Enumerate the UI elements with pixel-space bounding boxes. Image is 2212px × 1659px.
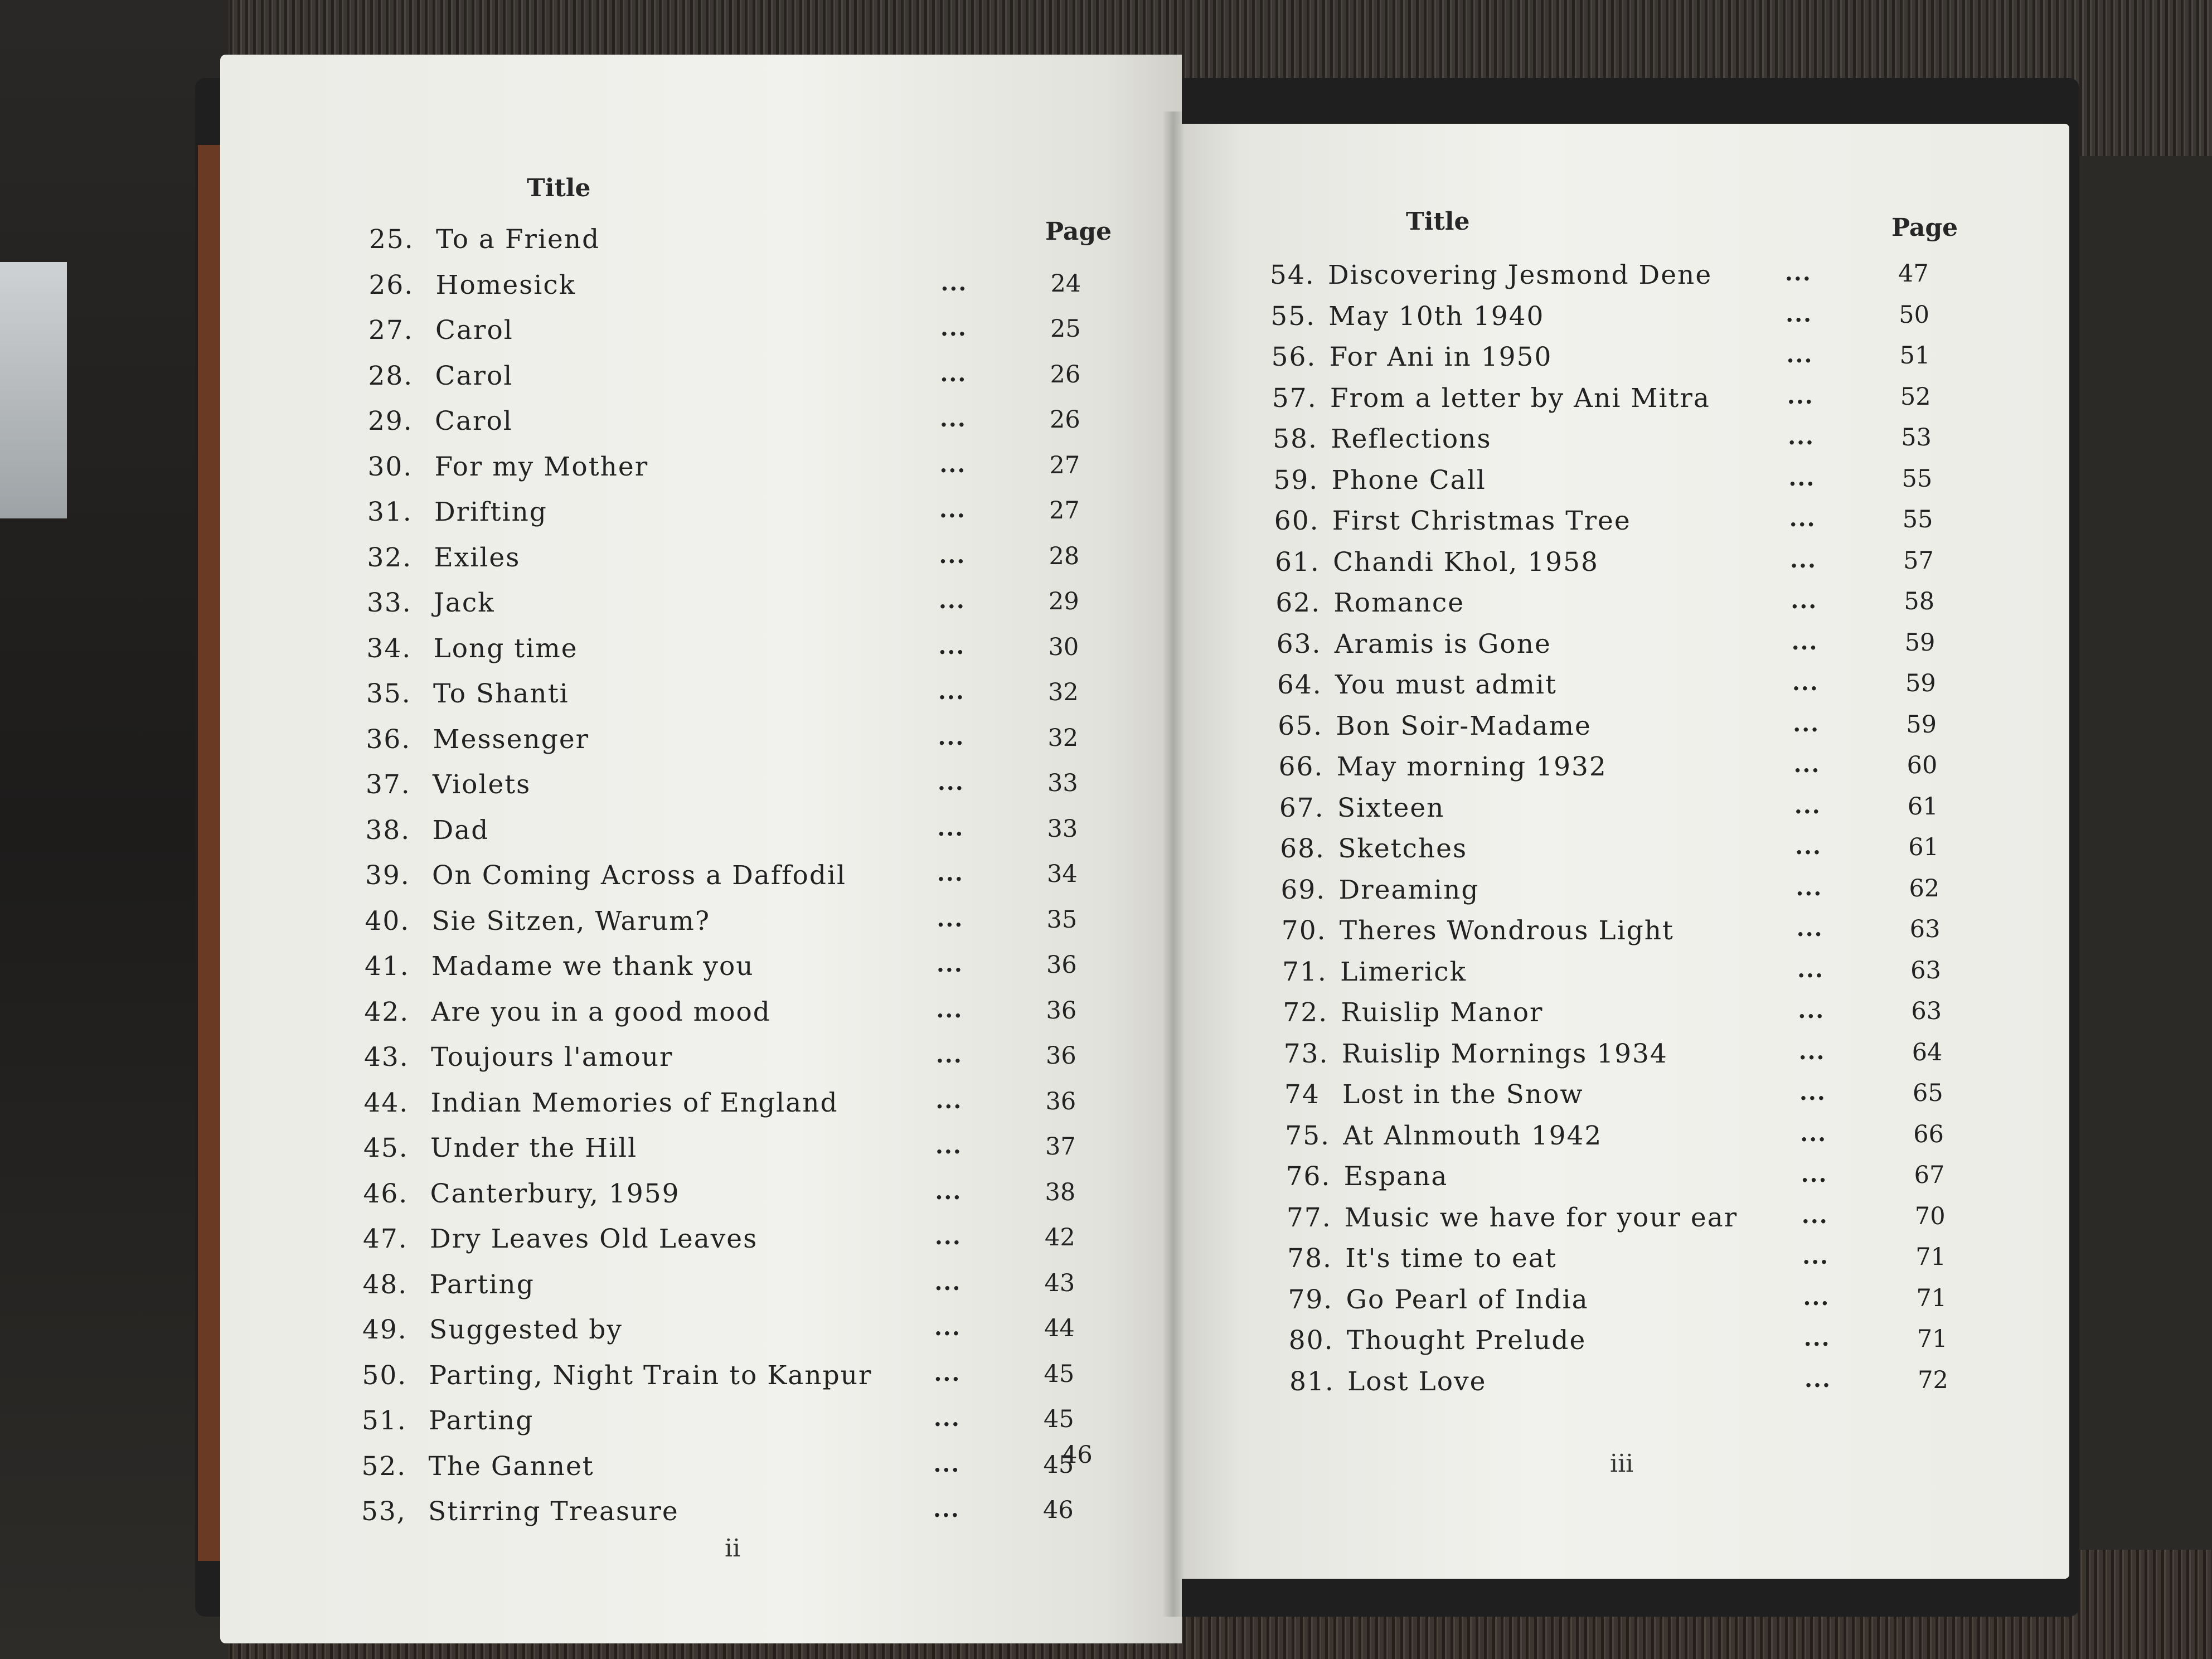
entry-leader-dots: ...	[937, 951, 963, 977]
entry-leader-dots: ...	[1792, 670, 1819, 696]
left-page-number: ii	[725, 1534, 741, 1563]
entry-leader-dots: ...	[939, 497, 966, 523]
entry-page-number: 62	[1909, 874, 1940, 903]
entry-leader-dots: ...	[935, 1087, 963, 1114]
entry-leader-dots: ...	[937, 860, 964, 886]
entry-title: Sixteen	[1337, 792, 1445, 823]
entry-leader-dots: ...	[1800, 1120, 1827, 1147]
entry-page-number: 36	[1045, 1087, 1076, 1115]
entry-number: 36.	[366, 724, 411, 755]
entry-leader-dots: ...	[935, 1224, 962, 1250]
entry-leader-dots: ...	[939, 451, 967, 478]
entry-number: 60.	[1274, 506, 1320, 536]
entry-number: 78.	[1287, 1243, 1332, 1274]
right-page-number: iii	[1610, 1449, 1634, 1478]
entry-title: Espana	[1343, 1161, 1448, 1192]
entry-number: 48.	[362, 1269, 408, 1300]
entry-leader-dots: ...	[1793, 751, 1821, 778]
entry-number: 29.	[368, 406, 413, 436]
entry-page-number: 59	[1904, 628, 1936, 657]
entry-title: Under the Hill	[430, 1133, 638, 1163]
entry-title: Sie Sitzen, Warum?	[431, 905, 711, 937]
entry-page-number: 32	[1047, 724, 1079, 752]
entry-title: First Christmas Tree	[1332, 506, 1631, 536]
entry-leader-dots: ...	[1788, 464, 1816, 491]
entry-number: 38.	[365, 814, 411, 846]
entry-leader-dots: ...	[1803, 1284, 1830, 1311]
entry-title: Phone Call	[1331, 464, 1486, 496]
entry-leader-dots: ...	[938, 633, 966, 659]
entry-number: 33.	[367, 588, 412, 618]
entry-title: Jack	[434, 588, 495, 618]
entry-leader-dots: ...	[1785, 260, 1812, 286]
entry-page-number: 55	[1902, 506, 1933, 533]
entry-number: 69.	[1280, 874, 1326, 905]
entry-number: 54.	[1270, 260, 1315, 290]
entry-page-number: 25	[1050, 315, 1081, 343]
entry-page-number: 60	[1907, 751, 1938, 779]
entry-leader-dots: ...	[1787, 382, 1814, 409]
entry-leader-dots: ...	[1801, 1161, 1828, 1187]
entry-page-number: 53	[1901, 424, 1932, 452]
entry-leader-dots: ...	[936, 1042, 963, 1068]
entry-page-number: 43	[1044, 1269, 1075, 1297]
background-window-light	[0, 262, 67, 518]
entry-leader-dots: ...	[933, 1496, 960, 1522]
entry-page-number: 36	[1046, 1042, 1076, 1070]
entry-leader-dots: ...	[939, 542, 966, 569]
entry-title: Carol	[435, 315, 513, 346]
entry-title: On Coming Across a Daffodil	[432, 860, 847, 891]
entry-leader-dots: ...	[1786, 300, 1813, 327]
entry-page-number: 71	[1916, 1284, 1947, 1312]
entry-page-number: 32	[1048, 678, 1079, 706]
entry-page-number: 34	[1047, 860, 1078, 888]
entry-number: 49.	[362, 1314, 408, 1345]
entry-title: Drifting	[434, 497, 547, 527]
entry-page-number: 27	[1049, 451, 1080, 479]
entry-title: Music we have for your ear	[1344, 1202, 1738, 1233]
entry-title: Bon Soir-Madame	[1336, 710, 1592, 741]
entry-page-number: 52	[1900, 382, 1931, 411]
entry-number: 39.	[365, 860, 410, 891]
entry-page-number: 36	[1046, 951, 1077, 979]
entry-title: At Alnmouth 1942	[1343, 1120, 1603, 1151]
entry-title: May 10th 1940	[1328, 300, 1545, 332]
entry-title: Suggested by	[429, 1314, 623, 1345]
entry-leader-dots: ...	[1793, 710, 1820, 737]
entry-number: 53,	[361, 1496, 406, 1527]
entry-page-number: 33	[1047, 814, 1078, 843]
entry-title: For my Mother	[434, 451, 649, 482]
entry-leader-dots: ...	[938, 769, 964, 795]
entry-number: 31.	[367, 497, 413, 527]
entry-title: Dreaming	[1338, 874, 1479, 905]
entry-page-number: 55	[1901, 464, 1933, 493]
right-title-header: Title	[1406, 207, 1470, 236]
entry-title: Carol	[435, 360, 513, 391]
entry-page-number: 27	[1049, 497, 1080, 525]
entry-number: 63.	[1276, 628, 1322, 659]
entry-leader-dots: ...	[938, 724, 965, 750]
left-page-header: Page	[1045, 217, 1112, 246]
entry-title: Dad	[432, 814, 489, 846]
entry-number: 79.	[1288, 1284, 1333, 1315]
entry-title: Chandi Khol, 1958	[1333, 546, 1599, 578]
entry-leader-dots: ...	[940, 406, 967, 432]
entry-number: 75.	[1285, 1120, 1331, 1151]
book-cover-edge	[198, 145, 220, 1561]
entry-number: 27.	[368, 315, 414, 346]
entry-number: 42.	[364, 996, 410, 1027]
entry-page-number: 65	[1913, 1079, 1943, 1107]
book-gutter	[1162, 111, 1185, 1617]
entry-title: Homesick	[435, 269, 576, 300]
entry-title: Parting	[429, 1269, 535, 1300]
entry-title: May morning 1932	[1336, 751, 1607, 782]
entry-page-number: 30	[1048, 633, 1079, 661]
entry-number: 55.	[1270, 300, 1316, 332]
entry-number: 72.	[1283, 997, 1328, 1028]
entry-title: Sketches	[1338, 833, 1468, 864]
entry-title: Parting, Night Train to Kanpur	[429, 1360, 872, 1391]
entry-title: Theres Wondrous Light	[1339, 915, 1674, 946]
entry-leader-dots: ...	[1801, 1202, 1828, 1229]
entry-title: Toujours l'amour	[431, 1042, 673, 1073]
entry-leader-dots: ...	[940, 315, 967, 341]
right-page-header: Page	[1891, 214, 1958, 242]
entry-leader-dots: ...	[934, 1269, 962, 1296]
entry-number: 34.	[366, 633, 412, 664]
entry-number: 74	[1284, 1079, 1320, 1110]
entry-page-number: 29	[1049, 588, 1079, 615]
entry-page-number: 66	[1913, 1120, 1944, 1148]
entry-title: Stirring Treasure	[428, 1496, 679, 1527]
entry-title: From a letter by Ani Mitra	[1330, 382, 1710, 414]
entry-page-number: 26	[1050, 406, 1080, 434]
entry-number: 30.	[367, 451, 413, 482]
entry-number: 37.	[366, 769, 411, 800]
entry-title: Dry Leaves Old Leaves	[430, 1224, 758, 1254]
entry-leader-dots: ...	[1786, 342, 1813, 368]
entry-leader-dots: ...	[940, 360, 967, 387]
entry-leader-dots: ...	[934, 1314, 961, 1341]
entry-number: 26.	[368, 269, 414, 300]
entry-number: 47.	[363, 1224, 408, 1254]
entry-title: The Gannet	[428, 1451, 594, 1482]
entry-leader-dots: ...	[1797, 956, 1824, 983]
entry-leader-dots: ...	[1788, 424, 1815, 450]
entry-leader-dots: ...	[1789, 506, 1816, 532]
entry-title: Long time	[433, 633, 578, 664]
entry-page-number: 24	[1050, 269, 1081, 298]
entry-leader-dots: ...	[1799, 1079, 1826, 1105]
entry-number: 67.	[1279, 792, 1325, 823]
entry-title: Exiles	[434, 542, 521, 573]
entry-number: 58.	[1273, 424, 1318, 454]
entry-title: Lost in the Snow	[1342, 1079, 1584, 1110]
entry-title: Ruislip Mornings 1934	[1341, 1038, 1668, 1069]
entry-leader-dots: ...	[1791, 588, 1818, 614]
entry-leader-dots: ...	[933, 1451, 961, 1477]
entry-number: 70.	[1281, 915, 1327, 946]
entry-title: Lost Love	[1347, 1366, 1487, 1397]
entry-page-number: 59	[1906, 710, 1937, 739]
entry-number: 46.	[363, 1178, 409, 1209]
table-surface-left	[0, 0, 229, 1659]
entry-title: Discovering Jesmond Dene	[1328, 260, 1713, 290]
entry-leader-dots: ...	[1798, 997, 1825, 1023]
entry-number: 56.	[1271, 342, 1317, 372]
entry-number: 71.	[1282, 956, 1327, 987]
entry-page-number: 61	[1908, 833, 1939, 861]
entry-leader-dots: ...	[1791, 628, 1818, 655]
entry-number: 25.	[369, 224, 414, 255]
entry-page-number: 36	[1046, 996, 1077, 1025]
entry-page-number: 50	[1899, 300, 1930, 329]
entry-leader-dots: ...	[940, 269, 968, 296]
entry-number: 80.	[1288, 1325, 1334, 1356]
entry-page-number: 38	[1045, 1178, 1076, 1206]
entry-title: Reflections	[1331, 424, 1492, 454]
entry-title: Aramis is Gone	[1334, 628, 1551, 659]
entry-page-number: 26	[1050, 360, 1081, 389]
entry-title: Canterbury, 1959	[430, 1178, 680, 1209]
entry-number: 50.	[362, 1360, 408, 1391]
entry-number: 35.	[366, 678, 411, 709]
entry-title: You must admit	[1335, 670, 1557, 700]
entry-page-number: 51	[1899, 342, 1930, 370]
entry-number: 57.	[1272, 382, 1317, 414]
entry-number: 77.	[1286, 1202, 1332, 1233]
entry-page-number: 45	[1044, 1405, 1074, 1433]
entry-page-number: 57	[1903, 546, 1934, 575]
entry-leader-dots: ...	[1795, 833, 1822, 860]
entry-page-number: 35	[1046, 905, 1078, 934]
entry-number: 68.	[1280, 833, 1325, 864]
entry-page-number: 59	[1905, 670, 1936, 697]
entry-leader-dots: ...	[1798, 1038, 1826, 1065]
entry-number: 40.	[365, 905, 410, 937]
entry-page-number: 63	[1910, 956, 1941, 984]
entry-page-number: 47	[1898, 260, 1929, 288]
entry-leader-dots: ...	[934, 1360, 961, 1386]
entry-title: Violets	[433, 769, 531, 800]
entry-number: 73.	[1283, 1038, 1329, 1069]
entry-leader-dots: ...	[935, 1178, 962, 1205]
entry-page-number: 45	[1043, 1451, 1074, 1479]
entry-page-number: 64	[1912, 1038, 1943, 1066]
entry-page-number: 72	[1918, 1366, 1948, 1394]
entry-page-number: 61	[1907, 792, 1938, 821]
entry-leader-dots: ...	[937, 905, 964, 932]
entry-number: 44.	[363, 1087, 409, 1118]
entry-title: Thought Prelude	[1346, 1325, 1587, 1356]
entry-leader-dots: ...	[1794, 792, 1821, 819]
entry-title: Madame we thank you	[431, 951, 754, 982]
entry-page-number: 44	[1044, 1314, 1075, 1342]
entry-title: Indian Memories of England	[430, 1087, 838, 1118]
entry-page-number: 33	[1047, 769, 1078, 797]
entry-number: 62.	[1275, 588, 1321, 618]
entry-number: 41.	[365, 951, 410, 982]
entry-leader-dots: ...	[1802, 1243, 1829, 1269]
entry-number: 65.	[1278, 710, 1323, 741]
entry-page-number: 63	[1911, 997, 1942, 1025]
entry-leader-dots: ...	[938, 678, 965, 705]
entry-leader-dots: ...	[1804, 1366, 1831, 1393]
entry-title: Parting	[429, 1405, 534, 1436]
entry-number: 32.	[367, 542, 413, 573]
entry-leader-dots: ...	[1803, 1325, 1831, 1351]
entry-title: Ruislip Manor	[1341, 997, 1544, 1028]
entry-number: 28.	[368, 360, 414, 391]
left-title-header: Title	[527, 174, 591, 202]
entry-title: Carol	[435, 406, 513, 436]
entry-title: For Ani in 1950	[1329, 342, 1553, 372]
entry-number: 81.	[1289, 1366, 1335, 1397]
entry-title: To a Friend	[436, 224, 600, 255]
entry-page-number: 37	[1045, 1133, 1076, 1161]
entry-number: 43.	[364, 1042, 409, 1073]
entry-number: 59.	[1273, 464, 1319, 496]
entry-leader-dots: ...	[1796, 915, 1823, 942]
entry-title: Messenger	[433, 724, 590, 755]
entry-page-number: 71	[1915, 1243, 1946, 1271]
entry-leader-dots: ...	[935, 1133, 962, 1159]
entry-title: Romance	[1333, 588, 1465, 618]
entry-number: 76.	[1286, 1161, 1331, 1192]
entry-title: It's time to eat	[1345, 1243, 1557, 1274]
entry-leader-dots: ...	[1796, 874, 1823, 901]
entry-number: 52.	[361, 1451, 407, 1482]
entry-page-number: 67	[1914, 1161, 1945, 1189]
entry-number: 66.	[1278, 751, 1324, 782]
left-trailing-page-number: 46	[1062, 1441, 1093, 1469]
entry-page-number: 63	[1909, 915, 1941, 943]
entry-page-number: 70	[1914, 1202, 1946, 1230]
entry-number: 64.	[1277, 670, 1322, 700]
entry-number: 51.	[362, 1405, 407, 1436]
entry-leader-dots: ...	[934, 1405, 961, 1432]
entry-title: To Shanti	[433, 678, 569, 709]
entry-number: 61.	[1275, 546, 1320, 578]
entry-leader-dots: ...	[939, 588, 966, 614]
entry-page-number: 46	[1043, 1496, 1074, 1524]
entry-leader-dots: ...	[937, 814, 964, 841]
entry-page-number: 71	[1917, 1325, 1948, 1353]
entry-title: Are you in a good mood	[431, 996, 771, 1027]
entry-title: Go Pearl of India	[1346, 1284, 1589, 1315]
entry-leader-dots: ...	[936, 996, 963, 1023]
entry-page-number: 28	[1049, 542, 1080, 570]
entry-page-number: 42	[1045, 1224, 1075, 1251]
entry-page-number: 45	[1044, 1360, 1075, 1388]
entry-number: 45.	[363, 1133, 409, 1163]
entry-title: Limerick	[1340, 956, 1467, 987]
entry-leader-dots: ...	[1790, 546, 1817, 573]
entry-page-number: 58	[1904, 588, 1935, 615]
